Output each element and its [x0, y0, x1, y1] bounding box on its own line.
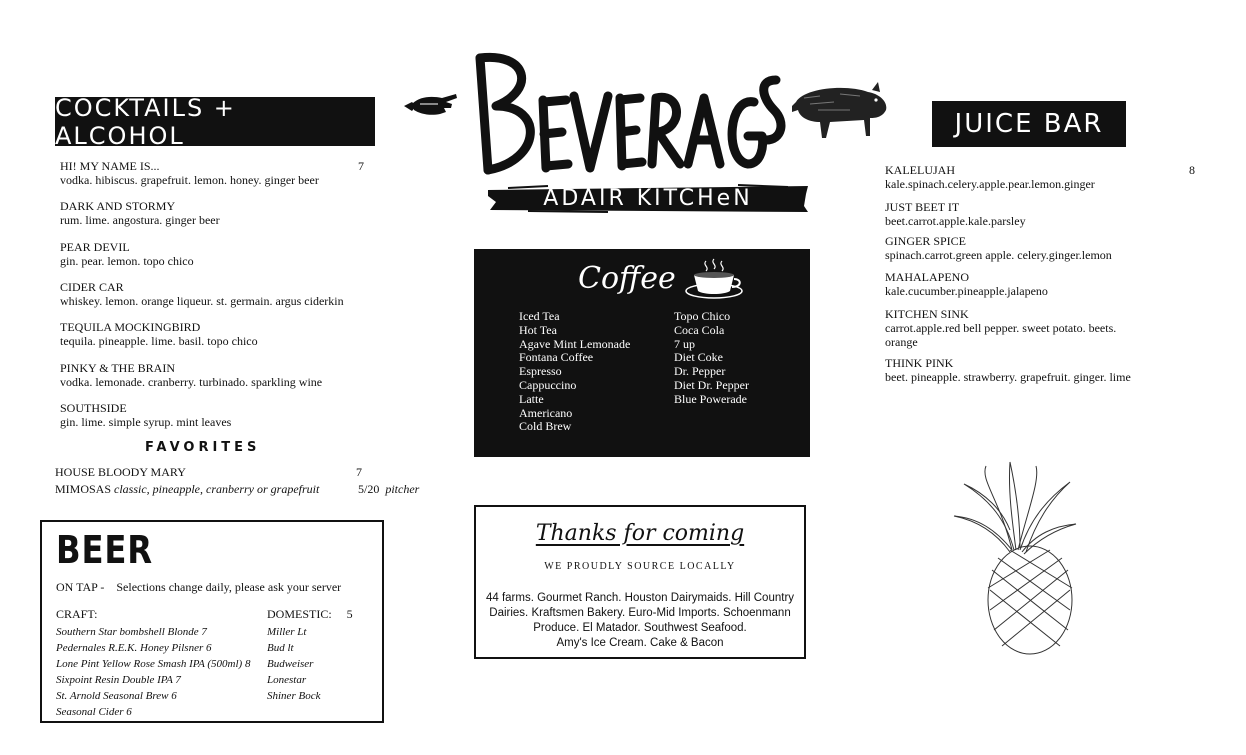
- list-item: Sixpoint Resin Double IPA 7: [56, 674, 181, 686]
- list-item: Miller Lt: [267, 626, 307, 638]
- coffee-panel: [474, 249, 810, 457]
- list-item: HI! MY NAME IS... vodka. hibiscus. grapefruit. lemon. honey. ginger beer: [60, 159, 319, 187]
- subtitle-banner: [488, 184, 808, 214]
- list-item: Shiner Bock: [267, 690, 321, 702]
- list-item: Hot Tea: [519, 322, 557, 337]
- coffee-cup-icon: [684, 257, 744, 301]
- list-item: 7 up: [674, 336, 695, 351]
- page-title: [458, 40, 788, 185]
- juice-price: 8: [1189, 163, 1195, 177]
- list-item: DARK AND STORMY rum. lime. angostura. ginger beer: [60, 199, 220, 227]
- list-item: Bud lt: [267, 642, 294, 654]
- list-item: Diet Dr. Pepper: [674, 377, 749, 392]
- craft-list: [56, 624, 250, 720]
- list-item: Blue Powerade: [674, 391, 747, 406]
- craft-label: CRAFT:: [56, 607, 98, 621]
- list-item: Cold Brew: [519, 419, 572, 434]
- list-item: Coca Cola: [674, 322, 725, 337]
- pineapple-icon: [950, 460, 1080, 660]
- list-item: Iced Tea: [519, 309, 560, 323]
- subtitle-text: ADAIR KITCHeN: [543, 186, 753, 211]
- list-item: St. Arnold Seasonal Brew 6: [56, 690, 177, 702]
- beer-panel: [40, 520, 384, 723]
- coffee-col-2: [674, 310, 749, 407]
- list-item: Diet Coke: [674, 350, 723, 365]
- list-item: THINK PINK beet. pineapple. strawberry. grapefruit. ginger. lime: [885, 356, 1131, 384]
- list-item: Southern Star bombshell Blonde 7: [56, 626, 207, 638]
- thanks-panel: [474, 505, 806, 659]
- mimosas-item: MIMOSAS classic, pineapple, cranberry or grapefruit: [55, 482, 320, 496]
- list-item: TEQUILA MOCKINGBIRD tequila. pineapple. lime. basil. topo chico: [60, 320, 258, 348]
- list-item: GINGER SPICE spinach.carrot.green apple. celery.ginger.lemon: [885, 234, 1112, 262]
- list-item: PINKY & THE BRAIN vodka. lemonade. cranberry. turbinado. sparkling wine: [60, 361, 323, 389]
- pointing-hand-icon: [402, 84, 460, 124]
- list-item: Seasonal Cider 6: [56, 706, 132, 718]
- list-item: KALELUJAH kale.spinach.celery.apple.pear.lemon.ginger: [885, 163, 1095, 191]
- pig-icon: [790, 80, 890, 142]
- list-item: Americano: [519, 405, 573, 420]
- bloody-mary-item: HOUSE BLOODY MARY: [55, 465, 186, 479]
- on-tap-line: ON TAP - Selections change daily, please ask your server: [56, 580, 342, 594]
- juice-heading: JUICE BAR: [932, 101, 1126, 147]
- list-item: Dr. Pepper: [674, 364, 726, 379]
- list-item: Agave Mint Lemonade: [519, 336, 631, 351]
- list-item: CIDER CAR whiskey. lemon. orange liqueur. st. germain. argus ciderkin: [60, 280, 344, 308]
- beer-heading: BEER: [56, 528, 154, 572]
- favorites-heading: FAVORITES: [145, 440, 261, 455]
- coffee-heading: Coffee: [578, 261, 676, 296]
- list-item: KITCHEN SINK carrot.apple.red bell pepper. sweet potato. beets. orange: [885, 307, 1117, 349]
- domestic-label: DOMESTIC: 5: [267, 607, 353, 621]
- bloody-mary-price: 7: [356, 465, 362, 479]
- list-item: MAHALAPENO kale.cucumber.pineapple.jalapeno: [885, 270, 1048, 298]
- cocktails-heading: COCKTAILS + ALCOHOL: [55, 97, 375, 146]
- list-item: Pedernales R.E.K. Honey Pilsner 6: [56, 642, 212, 654]
- list-item: Latte: [519, 391, 544, 406]
- mimosas-price: 5/20 pitcher: [358, 482, 420, 496]
- list-item: Budweiser: [267, 658, 314, 670]
- coffee-col-1: [519, 310, 630, 434]
- list-item: Cappuccino: [519, 377, 577, 392]
- list-item: Lone Pint Yellow Rose Smash IPA (500ml) 8: [56, 658, 251, 670]
- source-list: 44 farms. Gourmet Ranch. Houston Dairymaids. Hill Country Dairies. Kraftsmen Bakery. Euro-Mid Imports. Schoenmann Produce. El Matador. Southwest Seafood. Amy's Ice Cream. Cake & Bacon: [485, 592, 795, 649]
- list-item: PEAR DEVIL gin. pear. lemon. topo chico: [60, 240, 194, 268]
- list-item: SOUTHSIDE gin. lime. simple syrup. mint leaves: [60, 401, 232, 429]
- domestic-list: [267, 624, 320, 704]
- cocktail-price: 7: [358, 159, 364, 173]
- thanks-subheading: WE PROUDLY SOURCE LOCALLY: [544, 561, 736, 572]
- list-item: Espresso: [519, 364, 562, 379]
- list-item: Lonestar: [267, 674, 307, 686]
- thanks-heading: Thanks for coming: [535, 521, 745, 546]
- list-item: JUST BEET IT beet.carrot.apple.kale.parsley: [885, 200, 1026, 228]
- list-item: Topo Chico: [674, 309, 731, 323]
- list-item: Fontana Coffee: [519, 350, 594, 365]
